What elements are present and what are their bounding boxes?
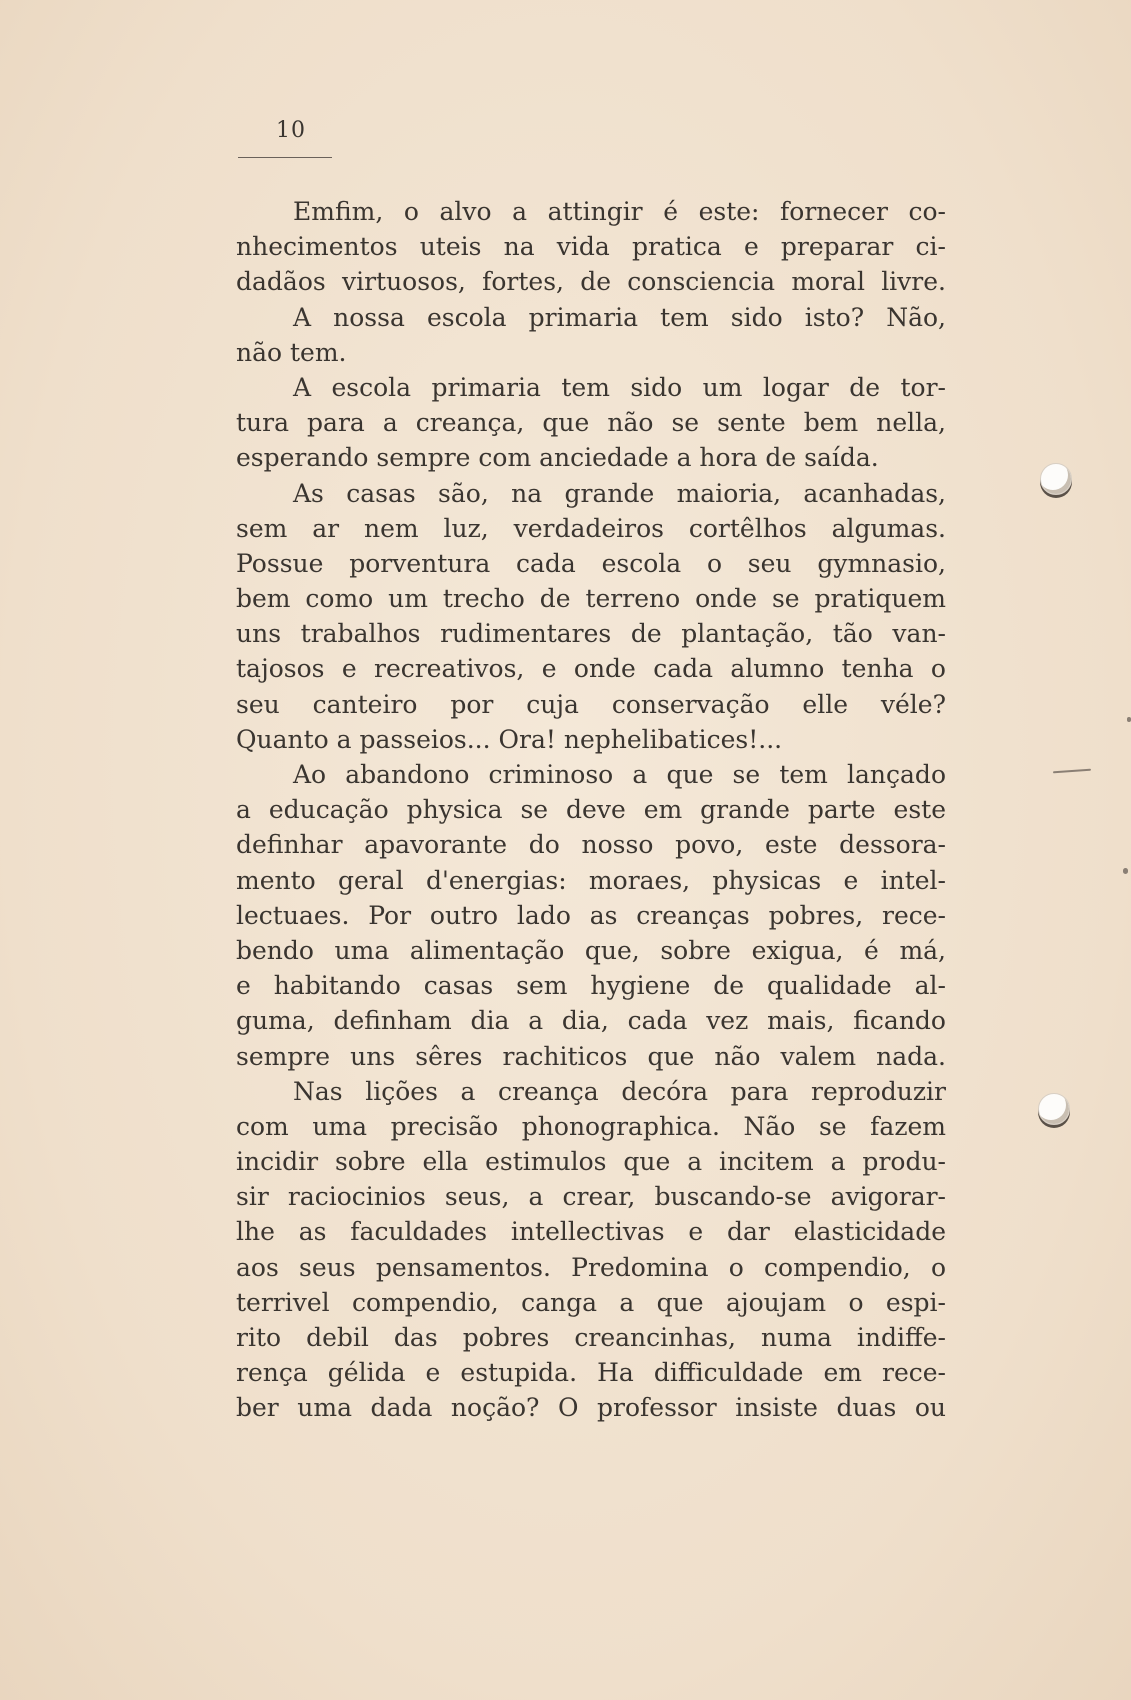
page-number-rule (238, 157, 332, 158)
text-line: bem como um trecho de terreno onde se pratiquem (236, 584, 946, 614)
text-line: sir raciocinios seus, a crear, buscando-se avigorar- (236, 1182, 946, 1212)
text-line: e habitando casas sem hygiene de qualidade al- (236, 971, 946, 1001)
binding-hole-icon (1040, 463, 1072, 495)
text-line: aos seus pensamentos. Predomina o compendio, o (236, 1252, 946, 1282)
text-line: seu canteiro por cuja conservação elle véle? (236, 689, 946, 719)
text-line: definhar apavorante do nosso povo, este dessora- (236, 830, 946, 860)
text-line: incidir sobre ella estimulos que a incitem a produ- (236, 1147, 946, 1177)
text-line: Quanto a passeios... Ora! nephelibatices!... (236, 724, 783, 754)
text-line: lectuaes. Por outro lado as creanças pobres, rece- (236, 900, 946, 930)
text-line: mento geral d'energias: moraes, physicas e intel- (236, 865, 946, 895)
text-line: a educação physica se deve em grande parte este (236, 795, 946, 825)
text-line: não tem. (236, 337, 347, 367)
text-line: com uma precisão phonographica. Não se fazem (236, 1111, 946, 1141)
text-line: bendo uma alimentação que, sobre exigua, é má, (236, 935, 946, 965)
text-line: A nossa escola primaria tem sido isto? Não, (293, 302, 946, 332)
text-line: tajosos e recreativos, e onde cada alumno tenha o (236, 654, 946, 684)
text-line: ber uma dada noção? O professor insiste duas ou (236, 1393, 946, 1423)
text-line: A escola primaria tem sido um logar de tor- (293, 372, 946, 402)
speck-mark (1053, 769, 1091, 774)
text-line: lhe as faculdades intellectivas e dar elasticidade (236, 1217, 946, 1247)
text-line: rença gélida e estupida. Ha difficuldade em rece- (236, 1358, 946, 1388)
text-line: nhecimentos uteis na vida pratica e preparar ci- (236, 232, 946, 262)
speck-mark (1123, 868, 1128, 874)
text-line: dadãos virtuosos, fortes, de consciencia moral livre. (236, 267, 946, 297)
text-line: Possue porventura cada escola o seu gymnasio, (236, 548, 946, 578)
text-line: tura para a creança, que não se sente bem nella, (236, 408, 946, 438)
text-line: sempre uns sêres rachiticos que não valem nada. (236, 1041, 946, 1071)
text-line: Nas lições a creança decóra para reproduzir (293, 1076, 946, 1106)
text-line: uns trabalhos rudimentares de plantação, tão van- (236, 619, 946, 649)
text-line: Emfim, o alvo a attingir é este: fornecer co- (293, 197, 946, 226)
text-line: rito debil das pobres creancinhas, numa indiffe- (236, 1323, 946, 1352)
text-line: Ao abandono criminoso a que se tem lançado (293, 760, 946, 789)
text-line: sem ar nem luz, verdadeiros cortêlhos algumas. (236, 513, 946, 543)
body-text (236, 194, 946, 1426)
page-number: 10 (276, 118, 306, 143)
text-line: terrivel compendio, canga a que ajoujam o espi- (236, 1287, 946, 1317)
text-line: As casas são, na grande maioria, acanhadas, (293, 478, 946, 508)
binding-hole-icon (1038, 1093, 1070, 1125)
text-line: esperando sempre com anciedade a hora de saída. (236, 443, 879, 473)
text-line: guma, definham dia a dia, cada vez mais, ficando (236, 1006, 946, 1036)
speck-mark (1127, 717, 1131, 722)
